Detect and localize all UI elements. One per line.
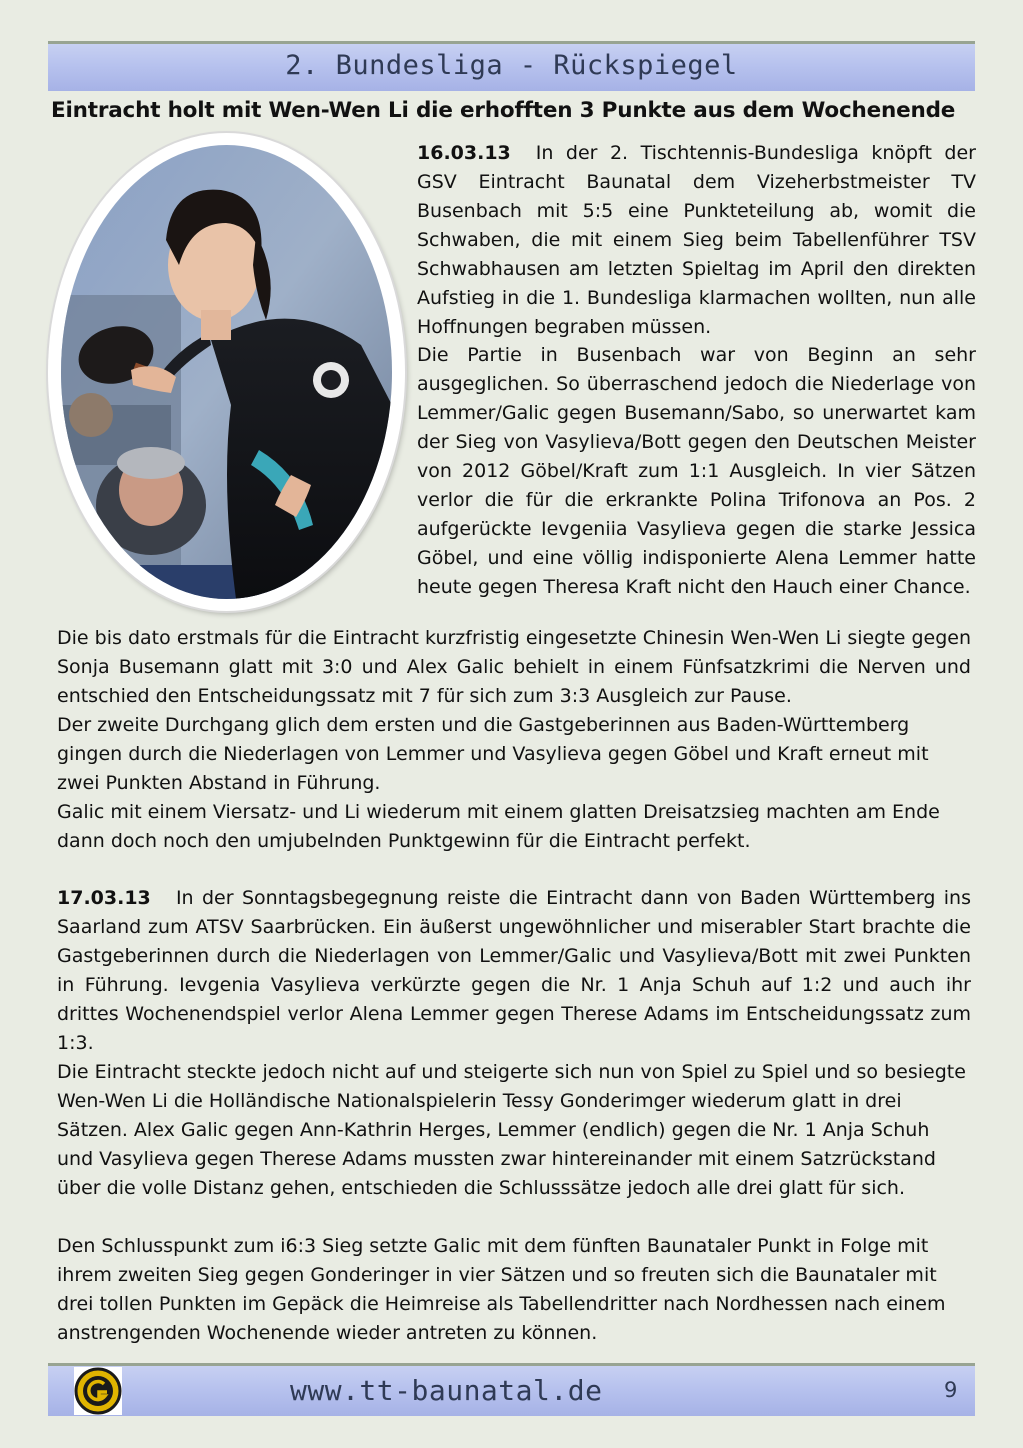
player-photo — [61, 145, 392, 599]
date-17-03-13: 17.03.13 — [57, 887, 151, 909]
paragraph-6 — [57, 884, 971, 1058]
paragraph-1 — [417, 139, 976, 342]
paragraph-4: Der zweite Durchgang glich dem ersten und die Gastgeberinnen aus Baden-Württemberg gingen durch die Niederlagen von Lemmer und Vasylieva gegen Göbel und Kraft erneut mit zwei Punkten Abstand in Führung. — [57, 714, 929, 794]
paragraph-6-text: In der Sonntagsbegegnung reiste die Eintracht dann von Baden Württemberg ins Saarland zum ATSV Saarbrücken. Ein äußerst ungewöhnlicher und miserabler Start brachte die Gastgeberinnen durch die Niederlagen von Lemmer/Galic und Vasylieva/Bott mit zwei Punkten in Führung. Ievgenia Vasylieva verkürzte gegen die Nr. 1 Anja Schuh auf 1:2 und auch ihr drittes Wochenendspiel verlor Alena Lemmer gegen Therese Adams im Entscheidungssatz zum 1:3. — [57, 887, 971, 1054]
page-header-title: 2. Bundesliga - Rückspiegel — [285, 50, 738, 81]
player-photo-illustration — [61, 145, 392, 599]
header-bar — [48, 41, 975, 91]
paragraph-2: Die Partie in Busenbach war von Beginn an sehr ausgeglichen. So überraschend jedoch die Niederlage von Lemmer/Galic gegen Busemann/Sabo, so unerwartet kam der Sieg von Vasylieva/Bott gegen den Deutschen Meister von 2012 Göbel/Kraft zum 1:1 Ausgleich. In vier Sätzen verlor die für die erkrankte Polina Trifonova an Pos. 2 aufgerückte Ievgeniia Vasylieva gegen die starke Jessica Göbel, und eine völlig indisponierte Alena Lemmer hatte heute gegen Theresa Kraft nicht den Hauch einer Chance. — [417, 344, 976, 598]
date-16-03-13: 16.03.13 — [417, 142, 511, 164]
paragraph-5: Galic mit einem Viersatz- und Li wiederum mit einem glatten Dreisatzsieg machten am Ende dann doch noch den umjubelnden Punktgewinn für die Eintracht perfekt. — [57, 801, 940, 852]
page-number: 9 — [944, 1378, 958, 1402]
paragraph-8: Den Schlusspunkt zum i6:3 Sieg setzte Galic mit dem fünften Baunataler Punkt in Folge mit ihrem zweiten Sieg gegen Gonderinger in vier Sätzen und so freuten sich die Baunataler mit drei tollen Punkten im Gepäck die Heimreise als Tabellendritter nach Nordhessen nach einem anstrengenden Wochenende wieder antreten zu können. — [57, 1235, 946, 1344]
footer-website-url[interactable]: www.tt-baunatal.de — [290, 1374, 603, 1407]
paragraph-1-text: In der 2. Tischtennis-Bundesliga knöpft der GSV Eintracht Baunatal dem Vizeherbstmeister TV Busenbach mit 5:5 eine Punkteteilung ab, womit die Schwaben, die mit einem Sieg beim Tabellenführer TSV Schwabhausen am letzten Spieltag im April den direkten Aufstieg in die 1. Bundesliga klarmachen wollten, nun alle Hoffnungen begraben müssen. — [417, 142, 976, 338]
eintracht-logo-icon — [74, 1367, 122, 1415]
paragraph-3: Die bis dato erstmals für die Eintracht kurzfristig eingesetzte Chinesin Wen-Wen Li siegte gegen Sonja Busemann glatt mit 3:0 und Alex Galic behielt in einem Fünfsatzkrimi die Nerven und entschied den Entscheidungssatz mit 7 für sich zum 3:3 Ausgleich zur Pause. — [57, 627, 971, 707]
article-headline: Eintracht holt mit Wen-Wen Li die erhofften 3 Punkte aus dem Wochenende — [51, 98, 956, 123]
paragraph-7: Die Eintracht steckte jedoch nicht auf und steigerte sich nun von Spiel zu Spiel und so besiegte Wen-Wen Li die Holländische Nationalspielerin Tessy Gonderimger wiederum glatt in drei Sätzen. Alex Galic gegen Ann-Kathrin Herges, Lemmer (endlich) gegen die Nr. 1 Anja Schuh und Vasylieva gegen Therese Adams mussten zwar hintereinander mit einem Satzrückstand über die volle Distanz gehen, entschieden die Schlusssätze jedoch alle drei glatt für sich. — [57, 1061, 966, 1199]
